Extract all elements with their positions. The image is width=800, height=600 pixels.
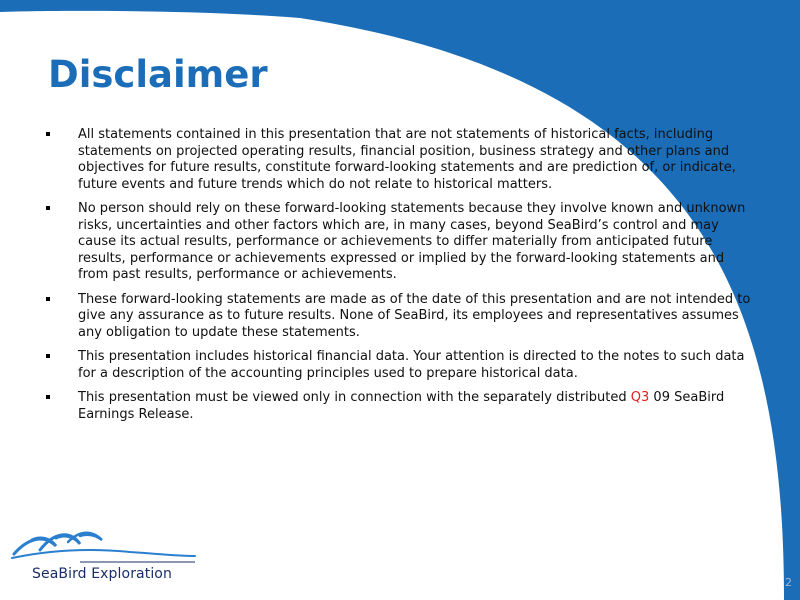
list-item: [44, 292, 754, 342]
list-item: [44, 201, 754, 284]
bullet-text: These forward-looking statements are made as of the date of this presentation and are not intended to give any assurance as to future results. None of SeaBird, its employees and representatives assumes any obligation to update these statements.: [78, 291, 751, 340]
bullet-text: This presentation includes historical financial data. Your attention is directed to the notes to such data for a description of the accounting principles used to prepare historical data.: [78, 349, 745, 381]
list-item: [44, 127, 754, 193]
bullet-icon: [46, 206, 50, 210]
seabird-logo-icon: [10, 524, 200, 568]
bullet-text-before: This presentation must be viewed only in connection with the separately distributed: [78, 390, 631, 405]
quarter-highlight: Q3: [630, 390, 650, 405]
bullet-text: No person should rely on these forward-looking statements because they involve known and unknown risks, uncertainties and other factors which are, in many cases, beyond SeaBird’s control and may cause its actual results, performance or achievements to differ materially from anticipated future results, performance or achievements expressed or implied by the forward-looking statements and from past results, performance or achievements.: [78, 201, 746, 282]
bullet-text-after: 09 SeaBird Earnings Release.: [78, 390, 725, 422]
bullet-icon: [46, 354, 50, 358]
page-title: Disclaimer: [48, 53, 268, 96]
logo-text: SeaBird Exploration: [32, 566, 172, 582]
bullet-icon: [46, 297, 50, 301]
list-item: [44, 390, 754, 423]
bullet-text: [78, 390, 724, 422]
bullet-text: All statements contained in this presentation that are not statements of historical facts, including statements on projected operating results, financial position, business strategy and other plans and objectives for future results, constitute forward-looking statements and are prediction of, or indicate, future events and future trends which do not relate to historical matters.: [78, 127, 736, 192]
page-number: 2: [785, 576, 792, 589]
bullet-icon: [46, 395, 50, 399]
list-item: [44, 349, 754, 382]
bullet-icon: [46, 132, 50, 136]
disclaimer-list: [44, 127, 754, 431]
